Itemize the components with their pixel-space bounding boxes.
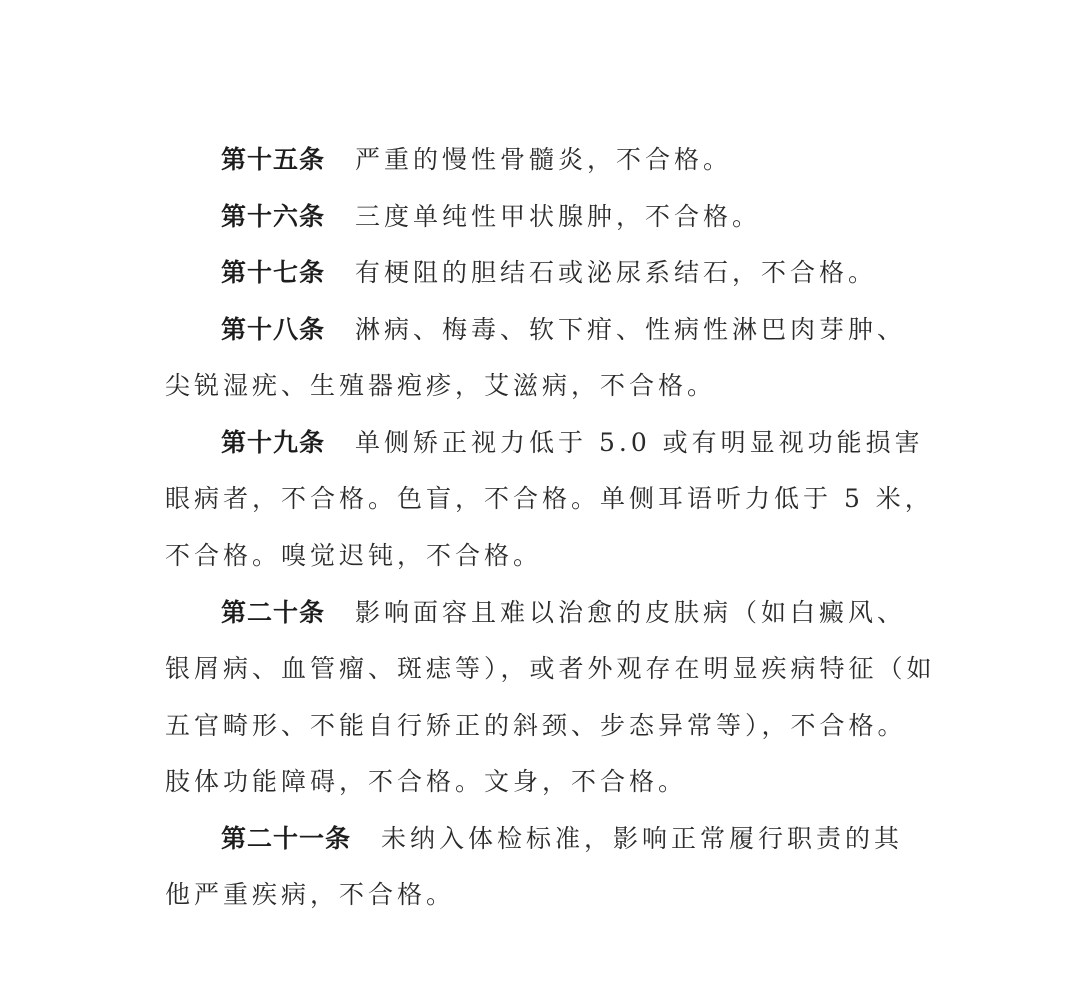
article-21-text-1: 未纳入体检标准，影响正常履行职责的其 <box>381 824 904 853</box>
article-21-line-1 <box>221 819 903 859</box>
article-15-line-1 <box>221 140 732 180</box>
article-18-heading: 第十八条 <box>221 315 326 344</box>
article-17-heading: 第十七条 <box>221 258 326 287</box>
article-20-line-3: 五官畸形、不能自行矫正的斜颈、步态异常等），不合格。 <box>165 711 907 740</box>
article-20-line-4: 肢体功能障碍，不合格。文身，不合格。 <box>165 767 688 796</box>
article-20-text-1: 影响面容且难以治愈的皮肤病（如白癜风、 <box>355 598 907 627</box>
article-20-heading: 第二十条 <box>221 598 326 627</box>
article-20-line-1 <box>221 593 906 633</box>
article-19-line-3: 不合格。嗅觉迟钝，不合格。 <box>165 541 543 570</box>
article-15-heading: 第十五条 <box>221 145 326 174</box>
article-19-text-1: 单侧矫正视力低于 5.0 或有明显视功能损害 <box>355 428 924 457</box>
article-16-heading: 第十六条 <box>221 202 326 231</box>
article-19-heading: 第十九条 <box>221 428 326 457</box>
article-18-line-2: 尖锐湿疣、生殖器疱疹，艾滋病，不合格。 <box>165 371 717 400</box>
article-19-line-2: 眼病者，不合格。色盲，不合格。单侧耳语听力低于 5 米， <box>165 484 934 513</box>
article-20-line-2: 银屑病、血管瘤、斑痣等），或者外观存在明显疾病特征（如 <box>165 654 936 683</box>
article-17-line-1 <box>221 253 877 293</box>
article-21-heading: 第二十一条 <box>221 824 352 853</box>
article-17-text: 有梗阻的胆结石或泌尿系结石，不合格。 <box>355 258 878 287</box>
article-18-line-1 <box>221 310 906 350</box>
article-19-line-1 <box>221 423 924 463</box>
article-15-text: 严重的慢性骨髓炎，不合格。 <box>355 145 733 174</box>
article-16-text: 三度单纯性甲状腺肿，不合格。 <box>355 202 762 231</box>
article-18-text-1: 淋病、梅毒、软下疳、性病性淋巴肉芽肿、 <box>355 315 907 344</box>
article-16-line-1 <box>221 197 761 237</box>
article-21-line-2: 他严重疾病，不合格。 <box>165 880 456 909</box>
